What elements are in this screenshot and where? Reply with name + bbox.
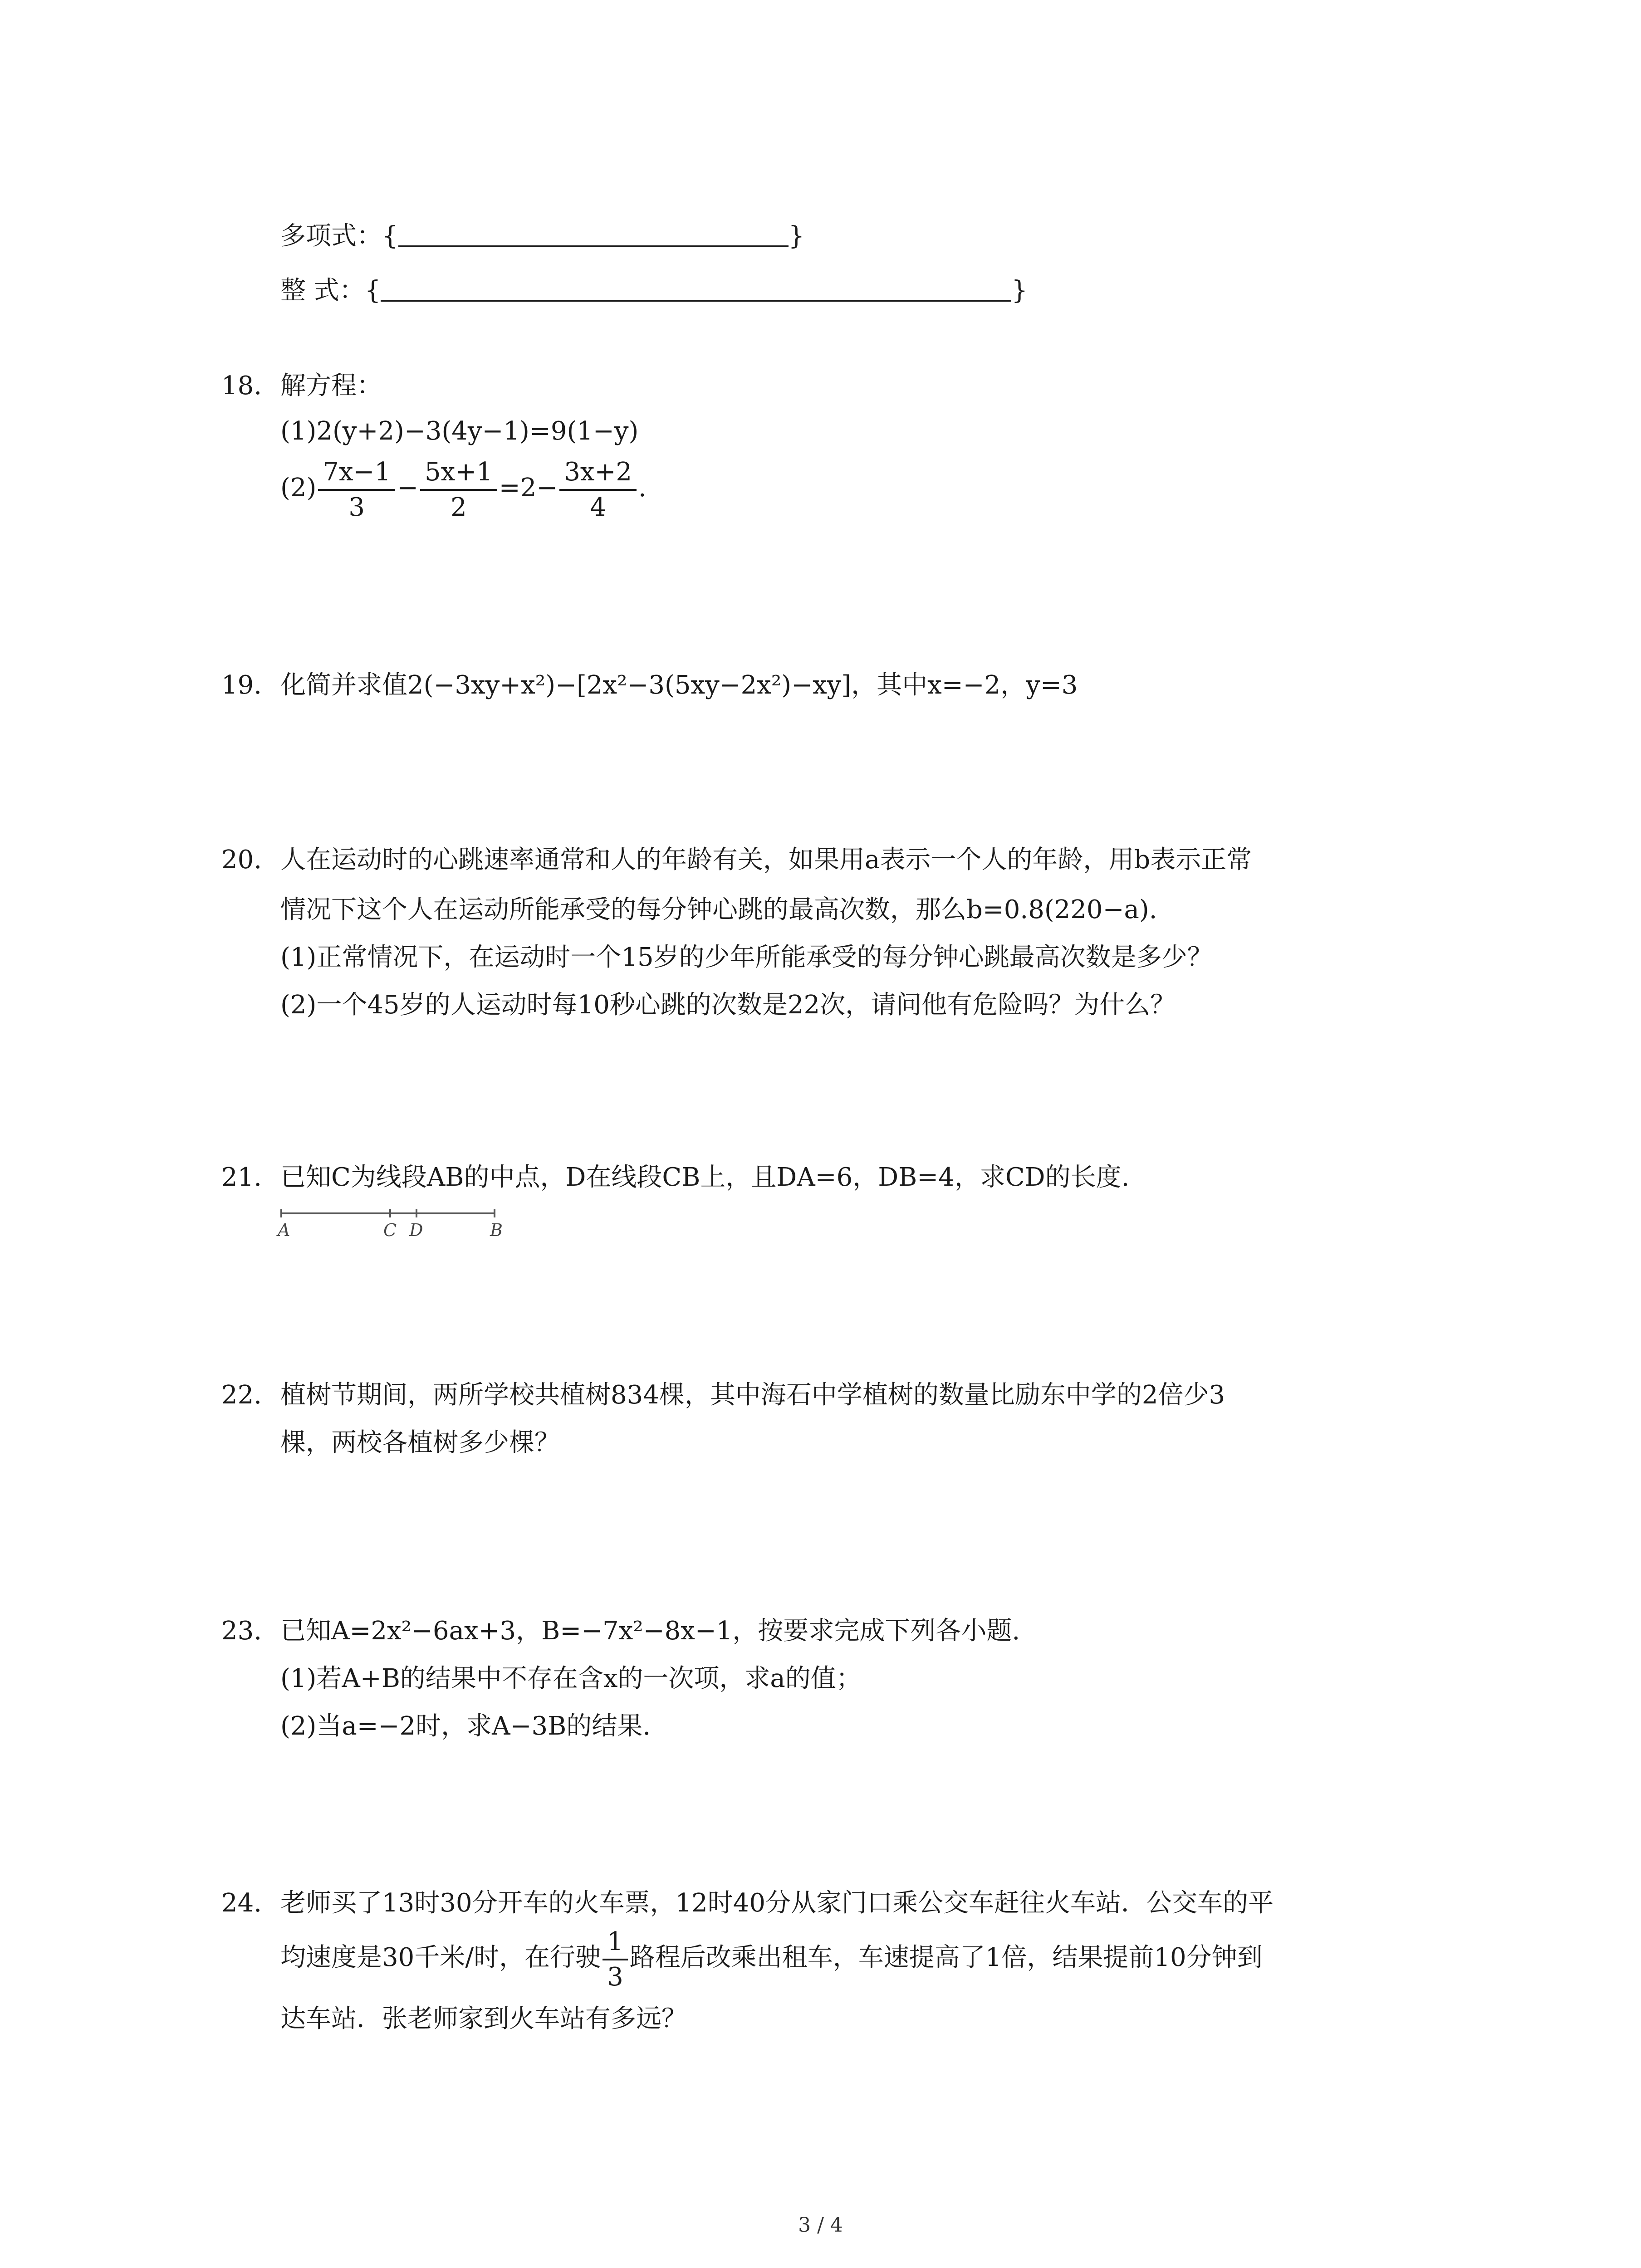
q24-line1: 24. 老师买了13时30分开车的火车票，12时40分从家门口乘公交车赶往火车站．公交车的平 xyxy=(221,1887,1274,1920)
q22-line1: 22. 植树节期间，两所学校共植树834棵，其中海石中学植树的数量比励东中学的2倍少3 xyxy=(221,1379,1225,1412)
q22-line2: 棵，两校各植树多少棵？ xyxy=(280,1428,560,1457)
q18-title xyxy=(221,370,382,402)
q18-number: 18. xyxy=(221,371,262,401)
q20-line2: 情况下这个人在运动所能承受的每分钟心跳的最高次数，那么b=0.8(220−a). xyxy=(280,895,1157,924)
label-c: C xyxy=(383,1220,397,1240)
page-number: 3 / 4 xyxy=(798,2214,843,2237)
label-b: B xyxy=(490,1220,503,1240)
q24-line2: 均速度是30千米/时，在行驶 $\frac{1}{3}$ 路程后改乘出租车，车速提高了1倍，结果提前10分钟到 xyxy=(280,1923,1263,1994)
q24-line3: 达车站．张老师家到火车站有多远？ xyxy=(280,2004,687,2033)
line-segment-diagram xyxy=(272,1202,517,1243)
q18-part1: (1)2(y+2)−3(4y−1)=9(1−y) xyxy=(280,416,639,446)
q20-line1: 20. 人在运动时的心跳速率通常和人的年龄有关，如果用a表示一个人的年龄，用b表示正常 xyxy=(221,844,1252,876)
q20-number: 20. xyxy=(221,845,262,875)
q18-fraction-3: $\frac{3x+2}{4}$ xyxy=(559,455,637,524)
q19-text: 化简并求值2(−3xy+x²)−[2x²−3(5xy−2x²)−xy]，其中x=−2，y=3 xyxy=(280,670,1078,700)
q23-part1: (1)若A+B的结果中不存在含x的一次项，求a的值； xyxy=(280,1664,862,1693)
polynomial-close: } xyxy=(788,221,805,251)
label-d: D xyxy=(409,1220,423,1240)
polynomial-answer-blank[interactable] xyxy=(398,220,789,247)
q18-part2: (2) $\frac{7x-1}{3}$ − $\frac{5x+1}{2}$ =2− $\frac{3x+2}{4}$ . xyxy=(280,454,647,524)
polynomial-set-row xyxy=(280,220,804,253)
q18-part2-prefix: (2) xyxy=(280,473,317,503)
integral-set-row xyxy=(280,274,1028,307)
q24-number: 24. xyxy=(221,1888,262,1918)
polynomial-label: 多项式：{ xyxy=(280,221,398,251)
q19-number: 19. xyxy=(221,670,262,700)
integral-close: } xyxy=(1011,276,1028,305)
q20-part2: (2)一个45岁的人运动时每10秒心跳的次数是22次，请问他有危险吗？为什么？ xyxy=(280,990,1176,1020)
q23-number: 23. xyxy=(221,1616,262,1646)
label-a: A xyxy=(278,1220,290,1240)
q21-number: 21. xyxy=(221,1163,262,1192)
q18-fraction-2: $\frac{5x+1}{2}$ xyxy=(420,455,497,524)
q24-fraction: $\frac{1}{3}$ xyxy=(603,1925,628,1994)
q21: 21. 已知C为线段AB的中点，D在线段CB上，且DA=6，DB=4，求CD的长度. xyxy=(221,1161,1129,1194)
q23-line1: 23. 已知A=2x²−6ax+3，B=−7x²−8x−1，按要求完成下列各小题. xyxy=(221,1615,1020,1647)
integral-answer-blank[interactable] xyxy=(381,274,1011,302)
q23-part2: (2)当a=−2时，求A−3B的结果. xyxy=(280,1711,651,1741)
q18-title-text: 解方程： xyxy=(280,371,382,401)
q18-fraction-1: $\frac{7x-1}{3}$ xyxy=(318,455,395,524)
integral-label: 整 式：{ xyxy=(280,276,381,305)
q20-part1: (1)正常情况下，在运动时一个15岁的少年所能承受的每分钟心跳最高次数是多少？ xyxy=(280,943,1213,972)
q19 xyxy=(221,669,1078,702)
q22-number: 22. xyxy=(221,1380,262,1410)
